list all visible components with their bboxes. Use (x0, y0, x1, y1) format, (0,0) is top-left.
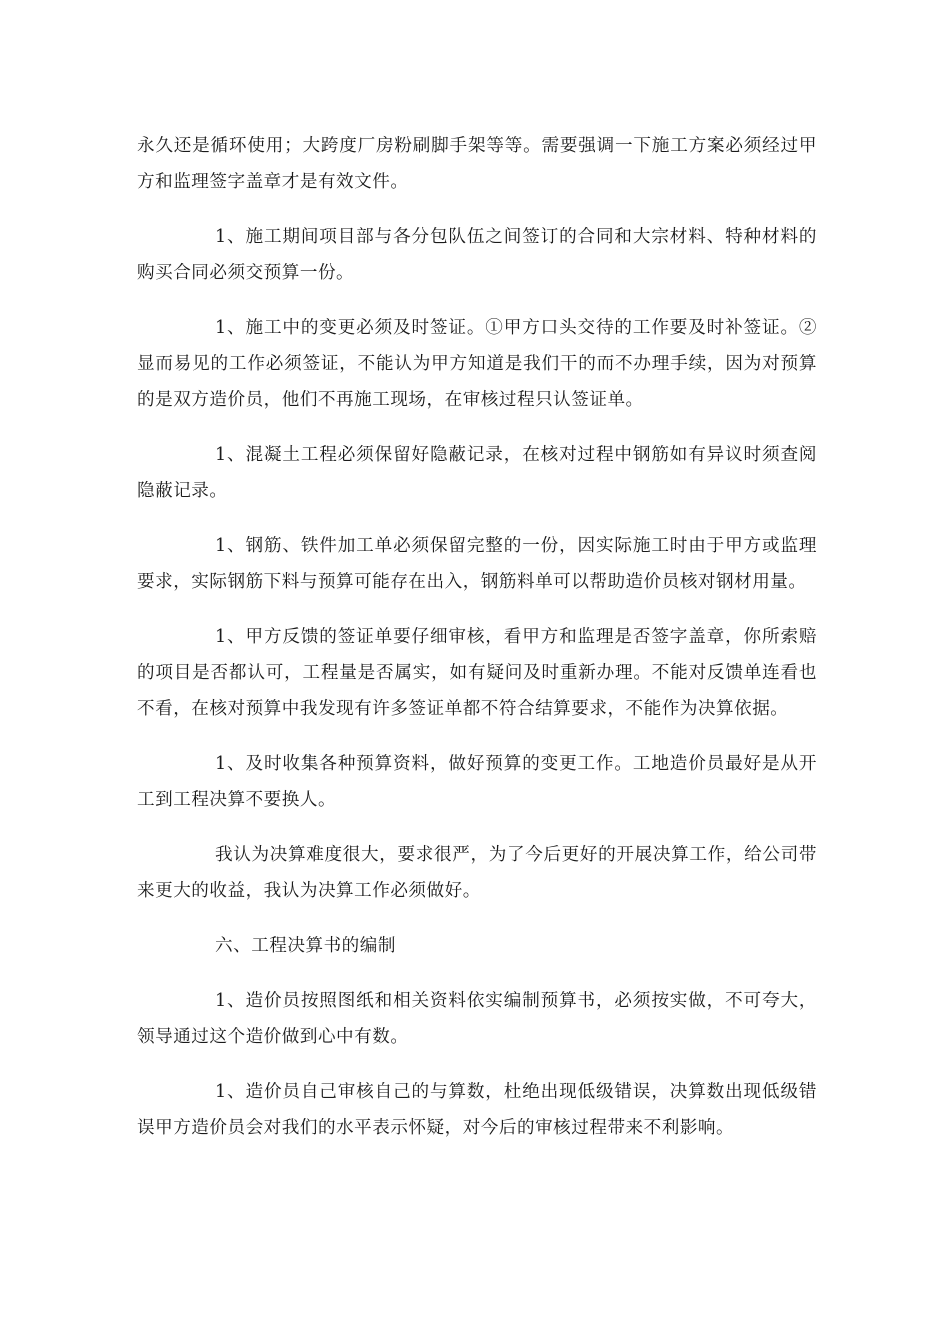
paragraph-visa-review: 1、甲方反馈的签证单要仔细审核，看甲方和监理是否签字盖章，你所索赔的项目是否都认可，工程量是否属实，如有疑问及时重新办理。不能对反馈单连看也不看，在核对预算中我发现有许多签证单都不符合结算要求，不能作为决算依据。 (137, 627, 817, 719)
paragraph-contract-copy: 1、施工期间项目部与各分包队伍之间签订的合同和大宗材料、特种材料的购买合同必须交预算一份。 (137, 227, 817, 283)
document-body (137, 128, 817, 1165)
paragraph-change-visa: 1、施工中的变更必须及时签证。①甲方口头交待的工作要及时补签证。②显而易见的工作必须签证，不能认为甲方知道是我们干的而不办理手续，因为对预算的是双方造价员，他们不再施工现场，在审核过程只认签证单。 (137, 318, 817, 410)
paragraph-continuation: 永久还是循环使用；大跨度厂房粉刷脚手架等等。需要强调一下施工方案必须经过甲方和监理签字盖章才是有效文件。 (137, 136, 817, 192)
paragraph-opinion: 我认为决算难度很大，要求很严，为了今后更好的开展决算工作，给公司带来更大的收益，我认为决算工作必须做好。 (137, 845, 817, 901)
paragraph-collect-materials: 1、及时收集各种预算资料，做好预算的变更工作。工地造价员最好是从开工到工程决算不要换人。 (137, 754, 817, 810)
section-heading: 六、工程决算书的编制 (215, 936, 396, 956)
paragraph-rebar-order: 1、钢筋、铁件加工单必须保留完整的一份，因实际施工时由于甲方或监理要求，实际钢筋下料与预算可能存在出入，钢筋料单可以帮助造价员核对钢材用量。 (137, 536, 817, 592)
paragraph-concealed-record: 1、混凝土工程必须保留好隐蔽记录，在核对过程中钢筋如有异议时须查阅隐蔽记录。 (137, 445, 817, 501)
paragraph-compile-budget: 1、造价员按照图纸和相关资料依实编制预算书，必须按实做，不可夸大，领导通过这个造价做到心中有数。 (137, 991, 817, 1047)
paragraph-self-review: 1、造价员自己审核自己的与算数，杜绝出现低级错误，决算数出现低级错误甲方造价员会对我们的水平表示怀疑，对今后的审核过程带来不利影响。 (137, 1082, 817, 1138)
